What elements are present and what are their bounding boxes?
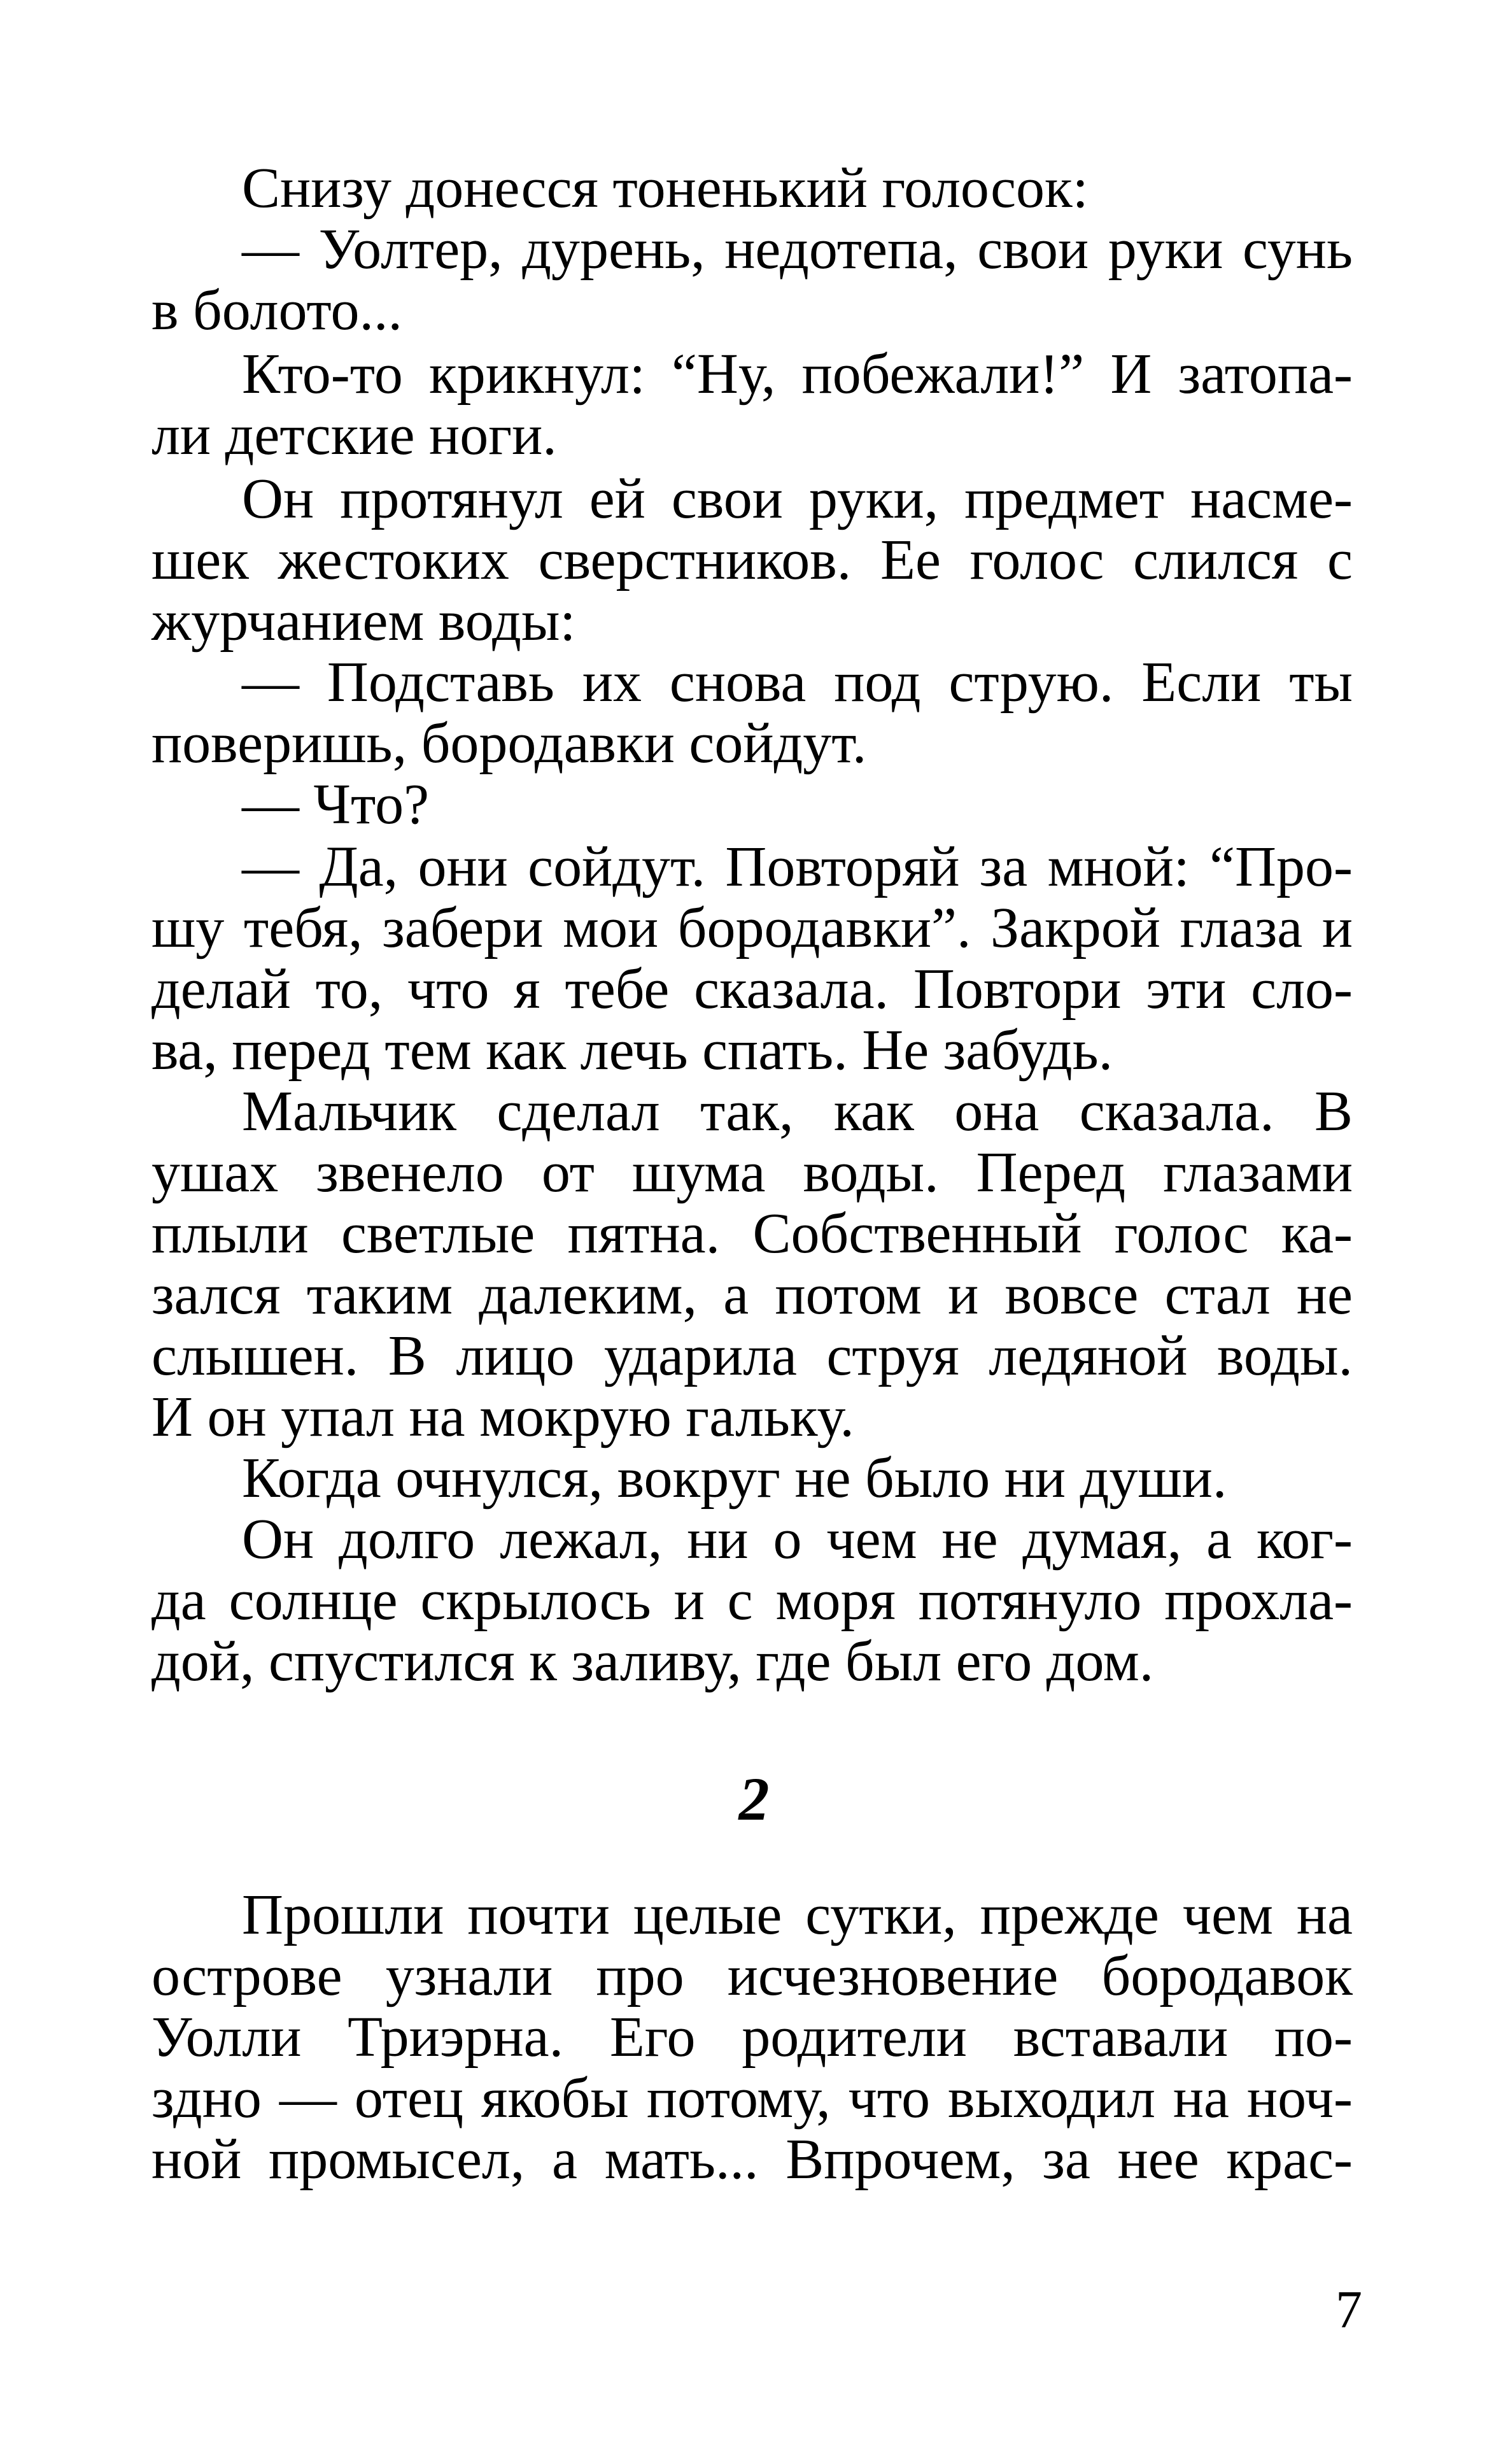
text-line: да солнце скрылось и с моря потянуло прохла- xyxy=(152,1569,1353,1632)
text-line: ли детские ноги. xyxy=(152,404,557,467)
text-line: Снизу донесся тоненький голосок: xyxy=(242,157,1089,220)
text-line: — Уолтер, дурень, недотепа, свои руки сунь xyxy=(242,218,1353,281)
text-line: острове узнали про исчезновение бородавок xyxy=(152,1944,1353,2007)
text-line: Прошли почти целые сутки, прежде чем на xyxy=(242,1883,1353,1946)
text-line: шу тебя, забери мои бородавки”. Закрой глаза и xyxy=(152,896,1353,959)
text-line: в болото... xyxy=(152,279,402,342)
text-line: поверишь, бородавки сойдут. xyxy=(152,712,867,775)
page-number: 7 xyxy=(1335,2280,1362,2339)
text-line: Он протянул ей свои руки, предмет насме- xyxy=(242,467,1353,530)
text-line: Кто-то крикнул: “Ну, побежали!” И затопа- xyxy=(242,343,1353,406)
text-line: дой, спустился к заливу, где был его дом. xyxy=(152,1630,1154,1693)
chapter-number: 2 xyxy=(738,1765,770,1833)
text-line: — Да, они сойдут. Повторяй за мной: “Про- xyxy=(242,835,1353,898)
text-line: зался таким далеким, а потом и вовсе стал не xyxy=(152,1263,1353,1326)
text-line: здно — отец якобы потому, что выходил на ноч- xyxy=(152,2067,1353,2130)
text-line: Мальчик сделал так, как она сказала. В xyxy=(242,1080,1353,1143)
text-line: ушах звенело от шума воды. Перед глазами xyxy=(152,1141,1353,1204)
text-line: журчанием воды: xyxy=(152,590,576,653)
text-line: — Что? xyxy=(242,773,430,836)
text-line: шек жестоких сверстников. Ее голос слился с xyxy=(152,528,1353,591)
text-line: ва, перед тем как лечь спать. Не забудь. xyxy=(152,1019,1113,1082)
text-line: И он упал на мокрую гальку. xyxy=(152,1385,854,1448)
text-line: ной промысел, а мать... Впрочем, за нее крас- xyxy=(152,2128,1353,2191)
text-line: Уолли Триэрна. Его родители вставали по- xyxy=(152,2006,1353,2069)
text-line: — Подставь их снова под струю. Если ты xyxy=(242,651,1353,714)
text-line: слышен. В лицо ударила струя ледяной воды. xyxy=(152,1324,1353,1387)
text-line: Он долго лежал, ни о чем не думая, а ког- xyxy=(242,1508,1353,1571)
text-line: делай то, что я тебе сказала. Повтори эти сло- xyxy=(152,958,1353,1021)
text-line: плыли светлые пятна. Собственный голос ка- xyxy=(152,1202,1353,1265)
text-line: Когда очнулся, вокруг не было ни души. xyxy=(242,1447,1227,1510)
